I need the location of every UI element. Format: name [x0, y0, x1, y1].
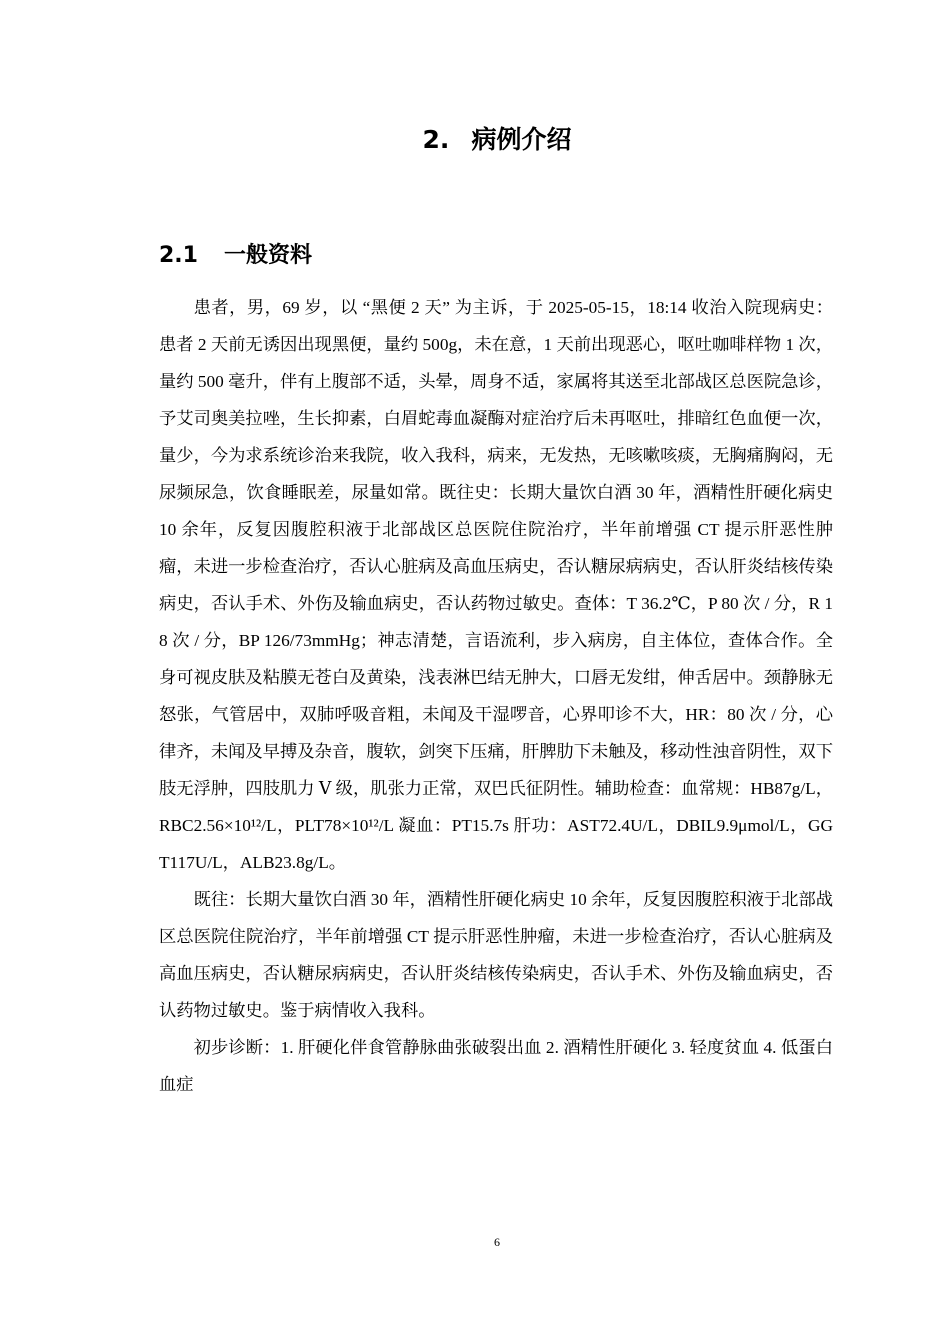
- section-text: 一般资料: [223, 243, 312, 268]
- page-number: 6: [494, 1235, 500, 1249]
- title-text: 病例介绍: [471, 125, 572, 154]
- paragraph-past-history: 既往：长期大量饮白酒 30 年，酒精性肝硬化病史 10 余年，反复因腹腔积液于北部战区总医院住院治疗，半年前增强 CT 提示肝恶性肿瘤，未进一步检查治疗，否认心脏病及高血压病史，否认糖尿病病史，否认肝炎结核传染病史，否认手术、外伤及输血病史，否认药物过敏史。鉴于病情收入我科。: [159, 890, 834, 1020]
- page-title: [0, 122, 950, 158]
- title-number: 2.: [422, 125, 450, 154]
- paragraph-case-history: 患者，男，69 岁，以 “黑便 2 天” 为主诉，于 2025-05-15，18:14 收治入院现病史：患者 2 天前无诱因出现黑便，量约 500g，未在意，1 天前出现恶心，呕吐咖啡样物 1 次，量约 500 毫升，伴有上腹部不适，头晕，周身不适，家属将其送至北部战区总医院急诊，予艾司奥美拉唑，生长抑素，白眉蛇毒血凝酶对症治疗后未再呕吐，排暗红色血便一次，量少，今为求系统诊治来我院，收入我科，病来，无发热，无咳嗽咳痰，无胸痛胸闷，无尿频尿急，饮食睡眠差，尿量如常。既往史：长期大量饮白酒 30 年，酒精性肝硬化病史 10 余年，反复因腹腔积液于北部战区总医院住院治疗，半年前增强 CT 提示肝恶性肿瘤，未进一步检查治疗，否认心脏病及高血压病史，否认糖尿病病史，否认肝炎结核传染病史，否认手术、外伤及输血病史，否认药物过敏史。查体：T 36.2℃，P 80 次 / 分，R 18 次 / 分，BP 126/73mmHg；神志清楚，言语流利，步入病房，自主体位，查体合作。全身可视皮肤及粘膜无苍白及黄染，浅表淋巴结无肿大，口唇无发绀，伸舌居中。颈静脉无怒张，气管居中，双肺呼吸音粗，未闻及干湿啰音，心界叩诊不大，HR：80 次 / 分，心律齐，未闻及早搏及杂音，腹软，剑突下压痛，肝脾肋下未触及，移动性浊音阴性，双下肢无浮肿，四肢肌力 Ⅴ 级，肌张力正常，双巴氏征阴性。辅助检查：血常规：HB87g/L，RBC2.56×10¹²/L，PLT78×10¹²/L 凝血：PT15.7s 肝功：AST72.4U/L，DBIL9.9μmol/L，GGT117U/L，ALB23.8g/L。: [159, 298, 833, 872]
- section-heading: [159, 238, 312, 274]
- body-text: [159, 289, 833, 1103]
- paragraph-diagnosis: 初步诊断：1. 肝硬化伴食管静脉曲张破裂出血 2. 酒精性肝硬化 3. 轻度贫血 4. 低蛋白血症: [159, 1038, 833, 1094]
- section-number: 2.1: [159, 243, 198, 268]
